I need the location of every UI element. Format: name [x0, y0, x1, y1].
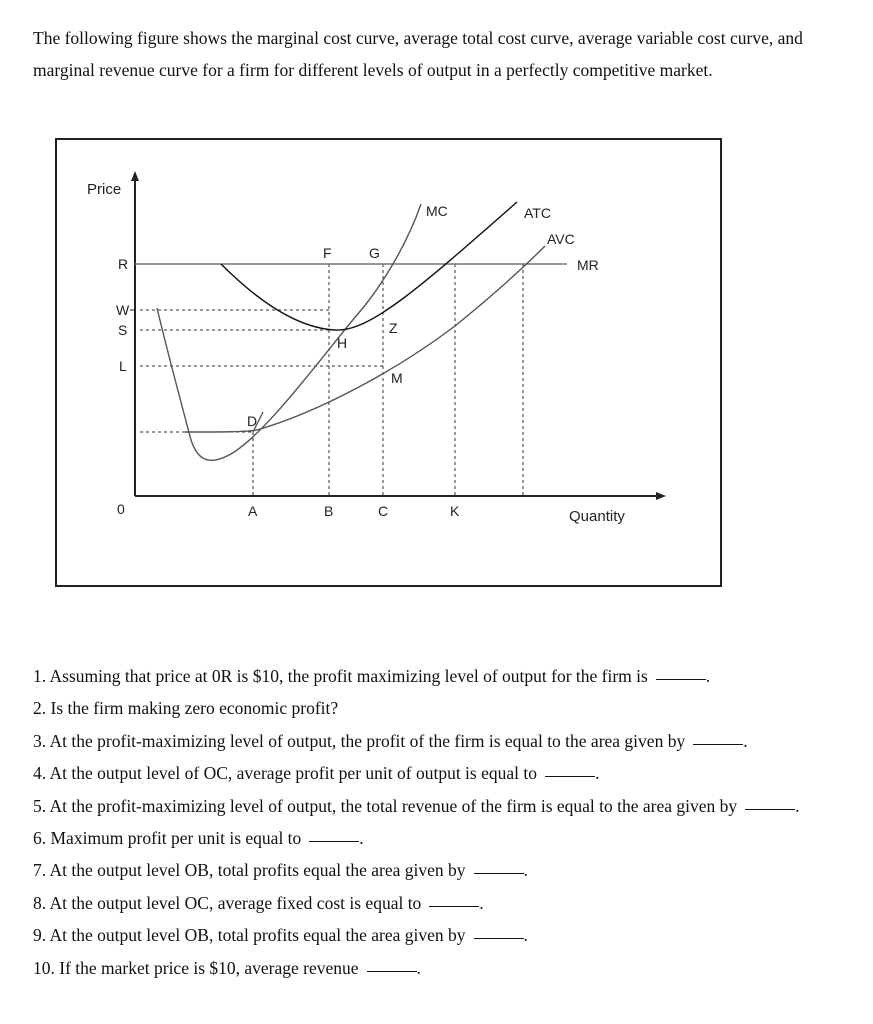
answer-blank — [693, 744, 743, 745]
question-item: 3. At the profit-maximizing level of output, the profit of the firm is equal to the area given by . — [33, 730, 748, 751]
question-text: 5. At the profit-maximizing level of output, the total revenue of the firm is equal to the area given by — [33, 795, 738, 816]
price-axis-label: Price — [87, 181, 122, 198]
price-label-l: L — [119, 358, 127, 374]
question-text: 6. Maximum profit per unit is equal to — [33, 827, 302, 848]
quantity-label-c: C — [378, 503, 389, 519]
question-item: 4. At the output level of OC, average profit per unit of output is equal to . — [33, 763, 600, 784]
quantity-label-k: K — [450, 503, 460, 519]
question-list — [33, 660, 863, 984]
quantity-label-a: A — [248, 503, 258, 519]
atc-label: ATC — [524, 205, 551, 221]
question-item: 7. At the output level OB, total profits equal the area given by . — [33, 860, 528, 881]
origin-label: 0 — [117, 501, 125, 517]
question-item: 9. At the output level OB, total profits equal the area given by . — [33, 925, 528, 946]
answer-blank — [429, 906, 479, 907]
intro-paragraph: The following figure shows the marginal cost curve, average total cost curve, average variable cost curve, and marginal revenue curve for a firm for different levels of output in a perfectly competitive market. — [33, 28, 803, 80]
avc-curve — [185, 246, 545, 432]
figure-frame — [55, 138, 722, 587]
cost-curve-diagram — [57, 140, 720, 585]
answer-blank — [474, 873, 524, 874]
answer-blank — [474, 938, 524, 939]
point-label-f: F — [323, 245, 332, 261]
question-item — [33, 692, 863, 724]
question-item: 10. If the market price is $10, average revenue . — [33, 957, 421, 978]
avc-label: AVC — [547, 231, 575, 247]
answer-blank — [367, 971, 417, 972]
point-label-d: D — [247, 413, 258, 429]
answer-blank — [656, 679, 706, 680]
point-label-g: G — [369, 245, 380, 261]
mr-label: MR — [577, 257, 599, 273]
mc-curve — [157, 204, 421, 460]
quantity-axis-label: Quantity — [569, 508, 625, 525]
quantity-label-b: B — [324, 503, 334, 519]
question-item: 6. Maximum profit per unit is equal to . — [33, 827, 364, 848]
question-text: 2. Is the firm making zero economic profit? — [33, 698, 339, 719]
question-text: 1. Assuming that price at 0R is $10, the profit maximizing level of output for the firm is — [33, 666, 648, 686]
mc-label: MC — [426, 203, 448, 219]
question-text: 7. At the output level OB, total profits equal the area given by — [33, 860, 466, 881]
answer-blank — [545, 776, 595, 777]
answer-blank — [309, 841, 359, 842]
question-item: 5. At the profit-maximizing level of output, the total revenue of the firm is equal to the area given by . — [33, 795, 800, 816]
question-text: 10. If the market price is $10, average revenue — [33, 957, 359, 978]
question-text: 9. At the output level OB, total profits equal the area given by — [33, 925, 466, 946]
question-item: 8. At the output level OC, average fixed cost is equal to . — [33, 892, 484, 913]
point-label-z: Z — [389, 320, 398, 336]
point-label-h: H — [337, 335, 348, 351]
question-text: 4. At the output level of OC, average profit per unit of output is equal to — [33, 763, 537, 784]
price-label-r: R — [118, 256, 129, 272]
answer-blank — [745, 809, 795, 810]
price-label-s: S — [118, 322, 128, 338]
question-item: 1. Assuming that price at 0R is $10, the profit maximizing level of output for the firm is . — [33, 666, 711, 686]
question-text: 8. At the output level OC, average fixed cost is equal to — [33, 892, 422, 913]
price-label-w: W — [116, 302, 130, 318]
point-label-m: M — [391, 370, 403, 386]
question-text: 3. At the profit-maximizing level of output, the profit of the firm is equal to the area given by — [33, 730, 686, 751]
